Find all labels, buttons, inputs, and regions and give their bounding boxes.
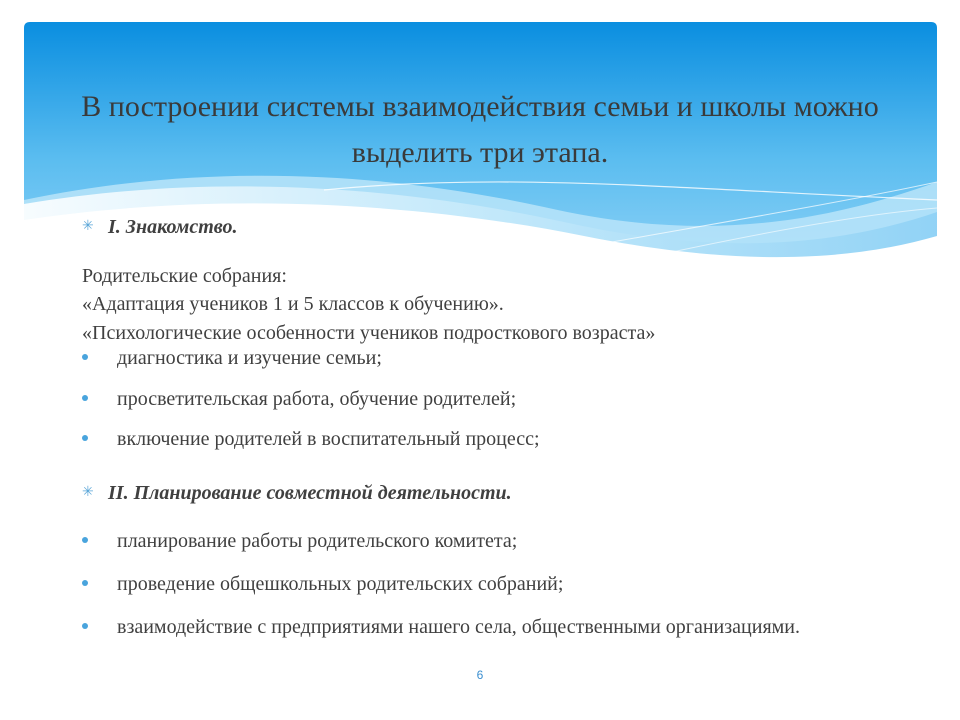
asterisk-icon: ✳: [82, 219, 94, 234]
list-item-text: просветительская работа, обучение родителей;: [117, 388, 517, 410]
meeting-topic-1: «Адаптация учеников 1 и 5 классов к обучению».: [82, 293, 504, 315]
stage-1-heading: [82, 216, 237, 239]
list-item: [82, 531, 838, 552]
page-number: 6: [476, 668, 484, 682]
bullet-dot-icon: [82, 537, 88, 543]
list-item: [82, 348, 838, 369]
meetings-label: Родительские собрания:: [82, 265, 287, 287]
stage-2-heading-text: II. Планирование совместной деятельности.: [108, 482, 512, 504]
list-item: [82, 617, 838, 638]
bullet-dot-icon: [82, 623, 88, 629]
meeting-topic-2: «Психологические особенности учеников подросткового возраста»: [82, 322, 656, 344]
slide-title: В построении системы взаимодействия семьи и школы можно выделить три этапа.: [81, 90, 879, 169]
list-item-text: включение родителей в воспитательный процесс;: [117, 428, 540, 450]
bullet-dot-icon: [82, 395, 88, 401]
bullet-dot-icon: [82, 354, 88, 360]
list-item: [82, 429, 838, 450]
bullet-dot-icon: [82, 580, 88, 586]
list-item: [82, 389, 838, 410]
stage-2-heading: [82, 482, 512, 505]
asterisk-icon: ✳: [82, 485, 94, 500]
list-item: [82, 574, 838, 595]
list-item-text: планирование работы родительского комитета;: [117, 530, 518, 552]
list-item-text: диагностика и изучение семьи;: [117, 347, 382, 369]
list-item-text: проведение общешкольных родительских собраний;: [117, 573, 564, 595]
list-item-text: взаимодействие с предприятиями нашего села, общественными организациями.: [117, 616, 800, 638]
stage-1-heading-text: I. Знакомство.: [108, 216, 238, 238]
bullet-dot-icon: [82, 435, 88, 441]
